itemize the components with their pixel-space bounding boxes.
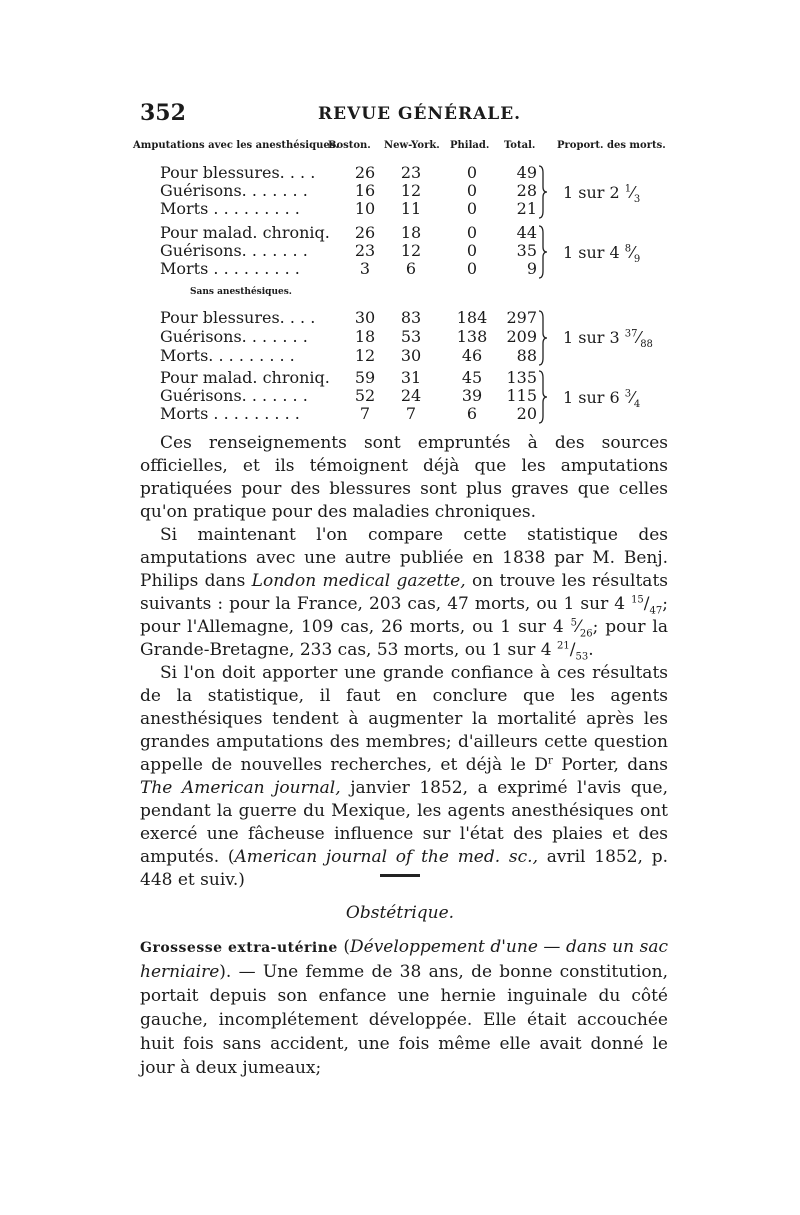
table-header-philad: Philad.	[450, 140, 490, 151]
cell-total: 88	[516, 346, 537, 365]
table-header-newyork: New-York.	[384, 140, 440, 151]
cell-newyork: 53	[400, 327, 422, 346]
cell-boston: 52	[354, 386, 376, 405]
running-title: REVUE GÉNÉRALE.	[318, 104, 522, 124]
row-label: Guérisons. . . . . . .	[160, 181, 308, 200]
body-text-2	[140, 935, 668, 1080]
cell-philad: 0	[466, 241, 478, 260]
body-text	[140, 432, 668, 892]
cell-philad: 0	[466, 181, 478, 200]
row-label: Morts. . . . . . . . .	[160, 346, 295, 365]
cell-boston: 7	[359, 404, 371, 423]
cell-boston: 30	[354, 308, 376, 327]
cell-total: 135	[506, 368, 537, 387]
cell-newyork: 7	[405, 404, 417, 423]
cell-newyork: 31	[400, 368, 422, 387]
cell-newyork: 11	[400, 199, 422, 218]
row-label: Pour blessures. . . .	[160, 163, 316, 182]
row-label: Guérisons. . . . . . .	[160, 386, 308, 405]
cell-newyork: 12	[400, 241, 422, 260]
page-number: 352	[140, 100, 186, 126]
cell-total: 44	[516, 223, 537, 242]
cell-boston: 18	[354, 327, 376, 346]
cell-newyork: 18	[400, 223, 422, 242]
paragraph: Si l'on doit apporter une grande confiance à ces résultats de la statistique, il faut en conclure que les agents anesthésiques tendent à augmenter la mortalité après les grandes amputations des membres; d'ailleurs cette question appelle de nouvelles recherches, et déjà le $D^r$ Porter, dans The American journal, janvier 1852, a exprimé l'avis que, pendant la guerre du Mexique, les agents anesthésiques ont exercé une fâcheuse influence sur l'état des plaies et des amputés. (American journal of the med. sc., avril 1852, p. 448 et suiv.)	[140, 663, 668, 890]
row-label: Guérisons. . . . . . .	[160, 327, 308, 346]
table-row	[0, 346, 800, 368]
cell-total: 28	[516, 181, 537, 200]
cell-newyork: 6	[405, 259, 417, 278]
table-header-total: Total.	[504, 140, 536, 151]
cell-philad: 184	[456, 308, 488, 327]
cell-philad: 0	[466, 259, 478, 278]
section-divider	[380, 874, 420, 877]
section-title: Obstétrique.	[345, 903, 455, 923]
table-header-first: Amputations avec les anesthésiques.	[133, 140, 339, 151]
row-label: Guérisons. . . . . . .	[160, 241, 308, 260]
row-label: Morts . . . . . . . . .	[160, 259, 300, 278]
cell-boston: 23	[354, 241, 376, 260]
cell-philad: 6	[466, 404, 478, 423]
cell-boston: 26	[354, 163, 376, 182]
row-label: Morts . . . . . . . . .	[160, 404, 300, 423]
cell-boston: 26	[354, 223, 376, 242]
sans-anesthesiques-label: Sans anesthésiques.	[190, 287, 292, 297]
cell-total: 115	[506, 386, 537, 405]
cell-newyork: 30	[400, 346, 422, 365]
cell-newyork: 24	[400, 386, 422, 405]
brace-icon	[538, 165, 548, 219]
cell-philad: 39	[461, 386, 483, 405]
cell-boston: 59	[354, 368, 376, 387]
cell-philad: 0	[466, 223, 478, 242]
table-header-boston: Boston.	[328, 140, 371, 151]
cell-total: 297	[506, 308, 537, 327]
cell-newyork: 23	[400, 163, 422, 182]
table-row	[0, 199, 800, 221]
proportion-4: 1 sur 6 $^3⁄_4$	[563, 388, 641, 411]
table-row	[0, 404, 800, 426]
cell-newyork: 83	[400, 308, 422, 327]
cell-boston: 3	[359, 259, 371, 278]
cell-total: 49	[516, 163, 537, 182]
brace-icon	[538, 310, 548, 366]
proportion-3: 1 sur 3 $^{37}⁄_{88}$	[563, 328, 653, 351]
cell-philad: 0	[466, 163, 478, 182]
cell-boston: 12	[354, 346, 376, 365]
cell-philad: 45	[461, 368, 483, 387]
brace-icon	[538, 225, 548, 279]
proportion-2: 1 sur 4 $^8⁄_9$	[563, 243, 641, 266]
cell-total: 209	[506, 327, 537, 346]
paragraph: Ces renseignements sont empruntés à des sources officielles, et ils témoignent déjà que les amputations pratiquées pour des blessures sont plus graves que celles qu'on pratique pour des maladies chroniques.	[140, 433, 668, 522]
row-label: Morts . . . . . . . . .	[160, 199, 300, 218]
cell-philad: 0	[466, 199, 478, 218]
proportion-1: 1 sur 2 $^1⁄_3$	[563, 183, 641, 206]
cell-total: 20	[516, 404, 537, 423]
cell-total: 21	[516, 199, 537, 218]
cell-boston: 10	[354, 199, 376, 218]
table-row	[0, 259, 800, 281]
cell-total: 35	[516, 241, 537, 260]
row-label: Pour malad. chroniq.	[160, 368, 330, 387]
row-label: Pour malad. chroniq.	[160, 223, 330, 242]
cell-newyork: 12	[400, 181, 422, 200]
paragraph: Si maintenant l'on compare cette statistique des amputations avec une autre publiée en 1838 par M. Benj. Philips dans London medical gazette, on trouve les résultats suivants : pour la France, 203 cas, 47 morts, ou 1 sur 4 $^{15}/_{47}$; pour l'Allemagne, 109 cas, 26 morts, ou 1 sur 4 $^5⁄_{26}$; pour la Grande-Bretagne, 233 cas, 53 morts, ou 1 sur 4 $^{21}/_{53}$.	[140, 525, 668, 663]
cell-philad: 138	[456, 327, 488, 346]
cell-boston: 16	[354, 181, 376, 200]
brace-icon	[538, 370, 548, 424]
table-header-proportion: Proport. des morts.	[557, 140, 666, 151]
paragraph: Grossesse extra-utérine (Développement d'une — dans un sac herniaire). — Une femme de 38 ans, de bonne constitution, portait depuis son enfance une hernie inguinale du côté gauche, incomplétement développée. Elle était accouchée huit fois sans accident, une fois même elle avait donné le jour à deux jumeaux;	[140, 937, 668, 1078]
row-label: Pour blessures. . . .	[160, 308, 316, 327]
cell-philad: 46	[461, 346, 483, 365]
cell-total: 9	[526, 259, 537, 278]
